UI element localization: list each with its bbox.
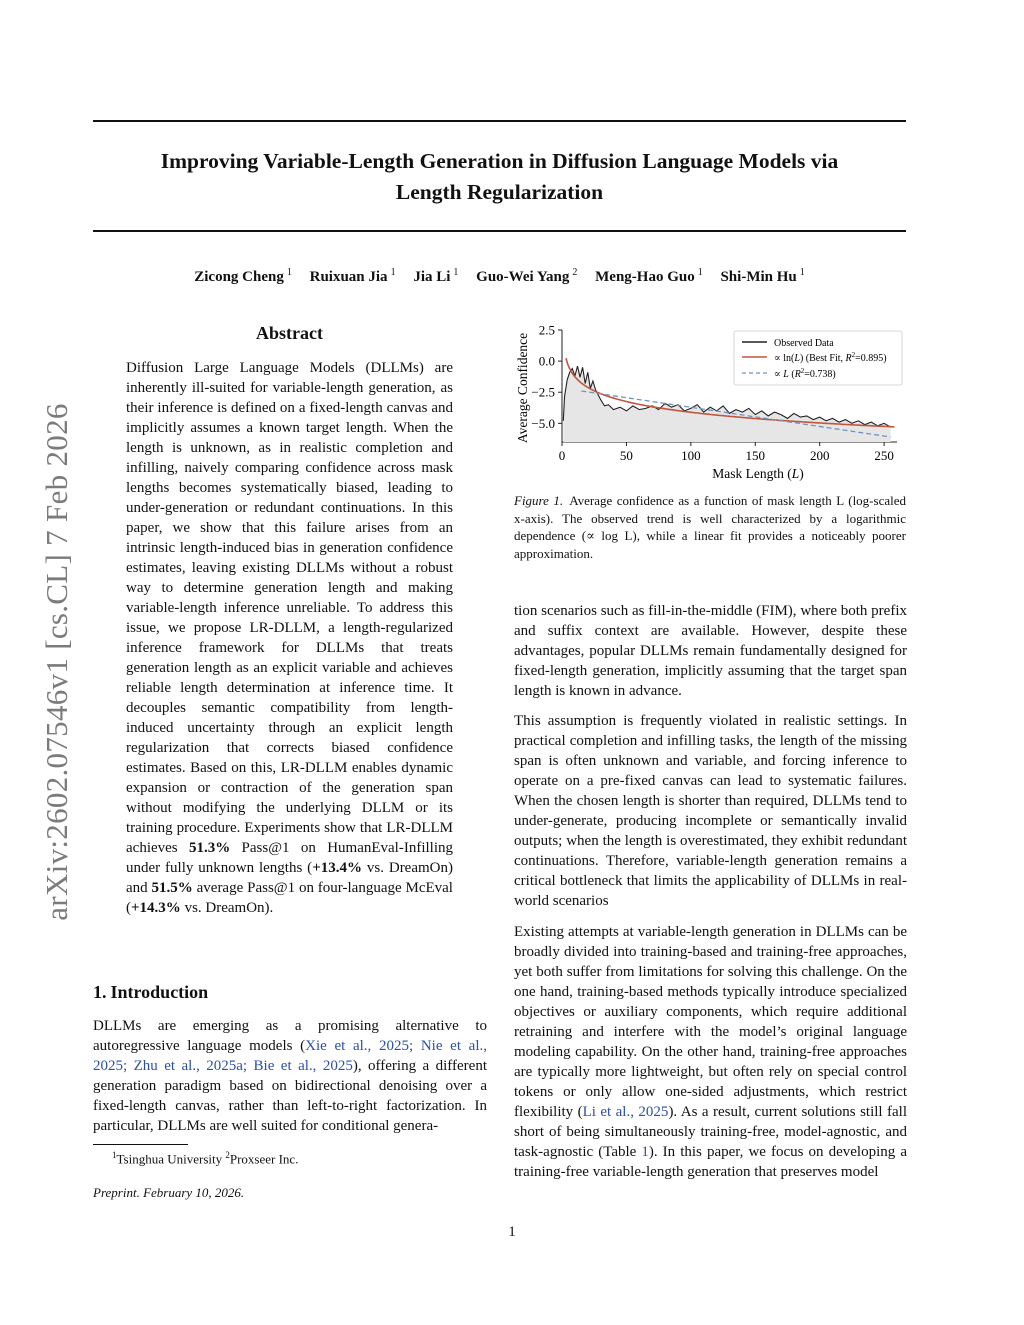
y-axis-label: Average Confidence xyxy=(515,332,530,444)
footnote-text: Tsinghua University xyxy=(116,1151,226,1167)
arxiv-identifier[interactable]: arXiv:2602.07546v1 [cs.CL] 7 Feb 2026 xyxy=(39,403,74,921)
footnote-rule xyxy=(93,1144,188,1145)
author xyxy=(595,269,703,285)
abstract-text: average Pass@1 on four-language McEval ( xyxy=(126,880,453,916)
abstract-text: vs. DreamOn) and xyxy=(126,860,453,896)
x-tick-label: 0 xyxy=(558,448,566,463)
title-line-1: Improving Variable-Length Generation in Diffusion Language Models via xyxy=(160,149,839,173)
title-line-2: Length Regularization xyxy=(395,180,604,204)
body-text: ). In this paper, we focus on developing a training-free variable-length generation that preserves model xyxy=(514,1144,907,1180)
right-paragraph-2: This assumption is frequently violated in realistic settings. In practical completion and infilling tasks, the length of the missing span is often unknown and variable, and forcing inference to operate on a pre-fixed canvas can lead to systematic failures. When the chosen length is shorter than required, DLLMs tend to under-generate, producing incomplete or semantically invalid outputs; when the length is overestimated, they exhibit redundant continuations. Therefore, variable-length generation remains a critical bottleneck that limits the applicability of DLLMs in real-world scenarios xyxy=(514,713,907,909)
legend xyxy=(734,331,902,385)
caption-text: Average confidence as a function of mask length L (log-scaled x-axis). The observed trend is well characterized by a logarithmic dependence (∝ log L), while a linear fit provides a noticeably poorer approximation. xyxy=(514,493,906,561)
y-tick-label: 0.0 xyxy=(538,353,555,369)
abstract-body xyxy=(126,358,453,918)
author xyxy=(476,269,577,285)
author xyxy=(720,269,804,285)
y-tick-label: 2.5 xyxy=(538,322,555,338)
author-list xyxy=(93,267,906,286)
x-tick-label: 100 xyxy=(681,448,701,463)
abstract-text: Diffusion Large Language Models (DLLMs) are inherently ill-suited for variable-length generation, as their inference is defined on a fixed-length canvas and implicitly assumes a known target length. When the length is unknown, as in realistic completion and infilling, naively comparing confidence across mask lengths becomes systematically biased, leading to under-generation or redundant continuations. In this paper, we show that this failure arises from an intrinsic length-induced bias in generation confidence estimates, leaving existing DLLMs without a robust way to determine generation length and making variable-length inference unreliable. To address this issue, we propose LR-DLLM, a length-regularized inference framework for DLLMs that treats generation length as an explicit variable and achieves reliable length determination at inference time. It decouples semantic compatibility from length-induced uncertainty through an explicit length regularization that corrects biased confidence estimates. Based on this, LR-DLLM enables dynamic expansion or contraction of the generation span without modifying the underlying DLLM or its training procedure. Experiments show that LR-DLLM achieves xyxy=(126,360,453,856)
author xyxy=(194,269,292,285)
affiliation-mark: 1 xyxy=(286,267,292,278)
x-tick-label: 200 xyxy=(809,448,830,463)
author xyxy=(310,269,396,285)
x-axis-label: Mask Length (L) xyxy=(712,466,804,481)
footnote-mark: 1 xyxy=(112,1150,117,1160)
author-name: Zicong Cheng xyxy=(194,269,284,285)
footnote-text: Proxseer Inc. xyxy=(229,1151,299,1167)
legend-label-linear: ∝ L $(R^2=0.738)$ xyxy=(774,367,836,380)
body-text: ). As a result, current solutions still fall short of being simultaneously training-free, model-agnostic, and task-agnostic (Table xyxy=(514,1104,908,1160)
abstract-heading: Abstract xyxy=(256,323,323,343)
affiliation-mark: 2 xyxy=(572,267,578,278)
abstract-bold: 51.5% xyxy=(151,880,193,896)
affiliation-mark: 1 xyxy=(453,267,459,278)
title-rule-top xyxy=(93,120,906,122)
author-name: Shi-Min Hu xyxy=(720,269,797,285)
affiliation-mark: 1 xyxy=(799,267,805,278)
abstract-bold: 51.3% xyxy=(188,840,231,856)
abstract-text: Pass@1 on HumanEval-Infilling under fully unknown lengths ( xyxy=(126,840,453,876)
citation-link[interactable]: Xie et al., 2025; Nie et al., 2025; Zhu et al., 2025a; Bie et al., 2025 xyxy=(93,1038,487,1074)
y-tick-label: −5.0 xyxy=(531,415,555,431)
x-tick-label: 50 xyxy=(619,448,633,463)
body-text: ), offering a different generation paradigm based on bidirectional denoising over a fixed-length canvas, rather than left-to-right factorization. In particular, DLLMs are well suited for conditional genera- xyxy=(93,1058,487,1134)
preprint-line: Preprint. February 10, 2026. xyxy=(93,1185,245,1200)
paper-title xyxy=(93,146,906,208)
figure-label: Figure 1. xyxy=(514,493,564,508)
section-title: Introduction xyxy=(110,982,209,1002)
right-paragraph-1: tion scenarios such as fill-in-the-middle (FIM), where both prefix and suffix context are available. However, despite these advantages, popular DLLMs remain fundamentally designed for fixed-length generation, implicitly assuming that the target span length is known in advance. xyxy=(514,603,907,699)
affiliation-mark: 1 xyxy=(390,267,396,278)
author-name: Guo-Wei Yang xyxy=(476,269,570,285)
y-tick-label: −2.5 xyxy=(531,384,555,400)
legend-label-observed: Observed Data xyxy=(774,338,834,349)
abstract-text: vs. DreamOn). xyxy=(180,900,274,916)
intro-paragraph xyxy=(93,1016,487,1136)
table-ref-link[interactable]: 1 xyxy=(641,1144,649,1160)
page-number: 1 xyxy=(508,1224,516,1240)
abstract-bold: +13.4% xyxy=(312,860,362,876)
author-name: Meng-Hao Guo xyxy=(595,269,695,285)
affiliation-footnote xyxy=(112,1150,298,1167)
author-name: Jia Li xyxy=(413,269,451,285)
abstract-bold: +14.3% xyxy=(131,900,181,916)
legend-label-log: ∝ ln(L) (Best Fit, $R^2=0.895$) xyxy=(774,351,887,364)
section-number: 1. xyxy=(93,982,107,1002)
body-text: Existing attempts at variable-length generation in DLLMs can be broadly divided into training-based and training-free approaches, yet both suffer from limitations for solving this challenge. On the one hand, training-based methods typically introduce specialized objectives or auxiliary components, which require additional retraining and interfere with the model’s original language modeling capability. On the other hand, training-free approaches are typically more lightweight, but often rely on special control tokens or only allow one-sided adjustments, which restrict flexibility ( xyxy=(514,924,907,1120)
figure-caption xyxy=(514,492,906,562)
citation-link[interactable]: Li et al., 2025 xyxy=(582,1104,669,1120)
right-paragraph-3 xyxy=(514,922,907,1182)
footnote-mark: 2 xyxy=(225,1150,230,1160)
x-tick-label: 150 xyxy=(745,448,766,463)
affiliation-mark: 1 xyxy=(697,267,703,278)
x-tick-label: 250 xyxy=(874,448,894,463)
title-rule-bottom xyxy=(93,230,906,232)
author-name: Ruixuan Jia xyxy=(309,269,388,285)
body-text: DLLMs are emerging as a promising alternative to autoregressive language models ( xyxy=(93,1018,487,1054)
section-heading-introduction xyxy=(93,982,212,1003)
figure-1-chart xyxy=(512,322,908,490)
author xyxy=(413,269,458,285)
